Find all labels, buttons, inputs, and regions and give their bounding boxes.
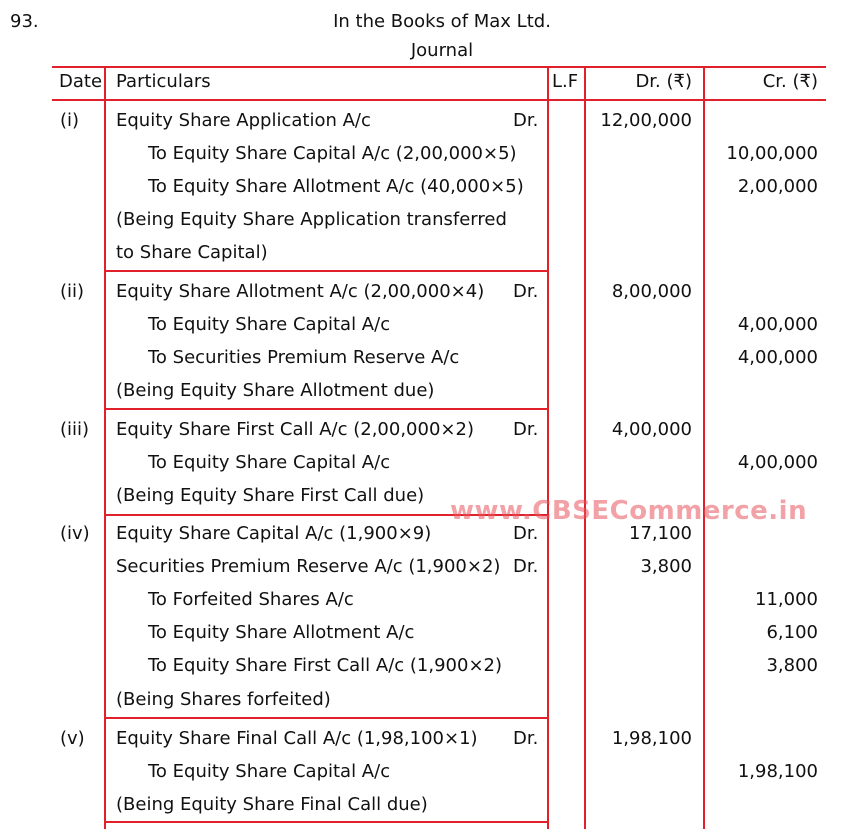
credit-amount: 2,00,000: [737, 176, 818, 197]
debit-account: Securities Premium Reserve A/c (1,900×2): [116, 556, 501, 577]
dr-marker: Dr.: [513, 110, 539, 131]
entry-separator: [105, 717, 548, 719]
credit-account: To Securities Premium Reserve A/c: [148, 347, 460, 368]
entry-separator: [105, 821, 548, 823]
column-header-dr: Dr. (₹): [635, 71, 692, 92]
credit-account: To Equity Share Capital A/c: [148, 761, 391, 782]
debit-amount: 17,100: [629, 523, 692, 544]
narration: to Share Capital): [116, 242, 268, 263]
lf-column-left-divider: [547, 66, 549, 829]
debit-amount: 4,00,000: [611, 419, 692, 440]
entry-date: (iv): [60, 523, 90, 544]
dr-column-divider: [703, 66, 705, 829]
narration: (Being Equity Share Final Call due): [116, 794, 428, 815]
watermark: www.CBSECommerce.in: [450, 496, 808, 526]
narration: (Being Shares forfeited): [116, 689, 331, 710]
question-number: 93.: [10, 11, 39, 32]
debit-amount: 12,00,000: [600, 110, 692, 131]
narration: (Being Equity Share Allotment due): [116, 380, 435, 401]
table-top-border: [52, 66, 826, 68]
credit-amount: 4,00,000: [737, 452, 818, 473]
credit-account: To Forfeited Shares A/c: [148, 589, 354, 610]
entry-date: (iii): [60, 419, 90, 440]
credit-amount: 10,00,000: [726, 143, 818, 164]
debit-account: Equity Share Application A/c: [116, 110, 371, 131]
debit-amount: 8,00,000: [611, 281, 692, 302]
credit-account: To Equity Share First Call A/c (1,900×2): [148, 655, 503, 676]
column-header-date: Date: [59, 71, 103, 92]
debit-amount: 1,98,100: [611, 728, 692, 749]
entry-date: (i): [60, 110, 80, 131]
debit-account: Equity Share Capital A/c (1,900×9): [116, 523, 432, 544]
credit-amount: 6,100: [766, 622, 818, 643]
credit-amount: 4,00,000: [737, 314, 818, 335]
journal-heading: In the Books of Max Ltd.: [333, 11, 551, 32]
debit-account: Equity Share First Call A/c (2,00,000×2): [116, 419, 474, 440]
credit-amount: 1,98,100: [737, 761, 818, 782]
header-bottom-border: [52, 99, 826, 101]
entry-date: (v): [60, 728, 85, 749]
narration: (Being Equity Share First Call due): [116, 485, 425, 506]
credit-account: To Equity Share Capital A/c: [148, 314, 391, 335]
debit-amount: 3,800: [640, 556, 692, 577]
dr-marker: Dr.: [513, 728, 539, 749]
credit-account: To Equity Share Capital A/c: [148, 452, 391, 473]
credit-amount: 11,000: [755, 589, 818, 610]
lf-column-right-divider: [584, 66, 586, 829]
dr-marker: Dr.: [513, 523, 539, 544]
debit-account: Equity Share Allotment A/c (2,00,000×4): [116, 281, 485, 302]
credit-account: To Equity Share Allotment A/c: [148, 622, 415, 643]
narration: (Being Equity Share Application transferred: [116, 209, 507, 230]
entry-separator: [105, 270, 548, 272]
entry-date: (ii): [60, 281, 85, 302]
column-header-particulars: Particulars: [116, 71, 211, 92]
debit-account: Equity Share Final Call A/c (1,98,100×1): [116, 728, 478, 749]
column-header-lf: L.F: [552, 71, 579, 92]
credit-account: To Equity Share Capital A/c (2,00,000×5): [148, 143, 517, 164]
dr-marker: Dr.: [513, 419, 539, 440]
credit-amount: 4,00,000: [737, 347, 818, 368]
dr-marker: Dr.: [513, 281, 539, 302]
credit-amount: 3,800: [766, 655, 818, 676]
entry-separator: [105, 408, 548, 410]
credit-account: To Equity Share Allotment A/c (40,000×5): [148, 176, 524, 197]
column-header-cr: Cr. (₹): [762, 71, 818, 92]
journal-subheading: Journal: [410, 40, 474, 61]
dr-marker: Dr.: [513, 556, 539, 577]
date-column-divider: [104, 66, 106, 829]
